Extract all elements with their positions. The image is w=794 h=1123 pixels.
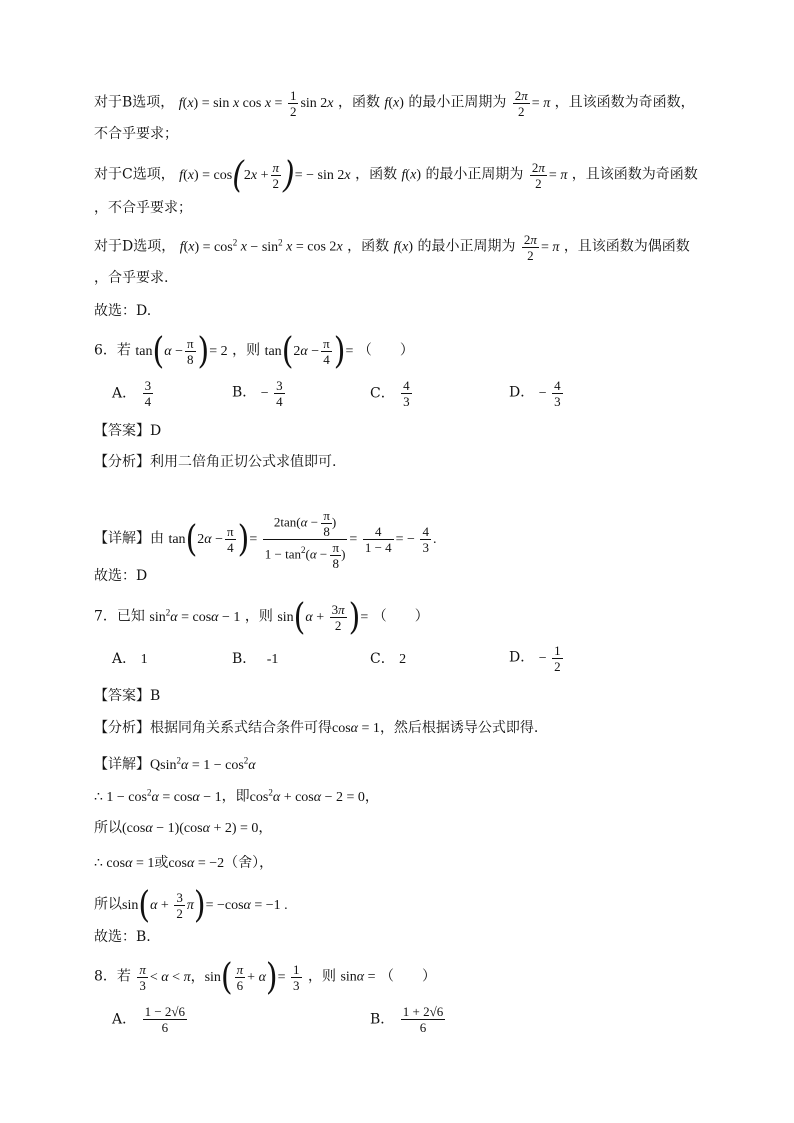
- selection-line: 故选：D.: [94, 303, 152, 319]
- q6-selection: 故选：D: [94, 568, 148, 584]
- question-number: 7．已知: [94, 608, 145, 625]
- q7-step-5: [94, 883, 288, 926]
- analysis-text: ，然后根据诱导公式即得.: [379, 720, 539, 736]
- option-label: A．: [112, 1011, 137, 1028]
- text: 对于C选项，: [94, 166, 175, 183]
- text: 对于B选项，: [94, 94, 175, 111]
- option-value: $\frac{3}{4}$: [144, 378, 152, 409]
- text: 的最小正周期为: [408, 94, 507, 111]
- text: ，则: [308, 968, 336, 985]
- formula: $\frac{2\pi}{2}$ = π: [514, 88, 551, 119]
- q7-step-2: [94, 782, 379, 808]
- option-label: D．: [509, 649, 535, 666]
- text: ，函数: [347, 238, 390, 255]
- q6-option-a: [112, 378, 155, 409]
- text: ，即: [221, 788, 250, 805]
- option-value: $\frac{1 + 2√6}{6}$: [402, 1004, 444, 1035]
- option-value: $\frac{1 - 2√6}{6}$: [144, 1004, 186, 1035]
- question-7: [94, 595, 429, 638]
- option-value: − $\frac{3}{4}$: [260, 378, 283, 409]
- option-label: D．: [509, 384, 535, 401]
- formula: (cosα − 1)(cosα + 2) = 0，: [122, 821, 273, 836]
- formula: $\sin^2\alpha = \cos\alpha - 1$: [149, 607, 241, 625]
- text: 所以: [94, 896, 122, 913]
- analysis-line-b-end: 不合乎要求；: [94, 126, 178, 142]
- formula: tan(2α − $\frac{\pi}{4}$ )= 2tan(α − $\frac{\pi}{8}$ ) $1 - \tan^2(\alpha$ − $\frac{\pi}{8}$ ) = $\frac{4}{1 - 4}$ = − $\frac{4}{3}$ .: [168, 508, 437, 571]
- option-label: A．: [112, 385, 137, 402]
- q8-option-b: [370, 1004, 447, 1035]
- q8-option-a: [112, 1004, 189, 1035]
- text: 所以: [94, 820, 122, 836]
- formula: f(x): [384, 95, 404, 111]
- q7-answer: [94, 686, 160, 706]
- option-label: B．: [232, 651, 257, 667]
- because-symbol: Q: [150, 757, 161, 773]
- question-number: 6．若: [94, 342, 131, 359]
- formula: tan(2α − $\frac{\pi}{4}$ )=: [264, 329, 354, 372]
- analysis-line-c-end: ，不合乎要求；: [94, 200, 192, 216]
- text: ，则: [232, 342, 261, 359]
- analysis-text: 根据同角关系式结合条件可得: [150, 720, 332, 736]
- q7-option-c: [370, 648, 406, 668]
- option-label: C．: [370, 385, 395, 402]
- formula: tan(α − $\frac{\pi}{8}$ )= 2: [135, 329, 228, 372]
- formula: $\frac{2\pi}{2}$ = π: [523, 232, 560, 263]
- blank: （ ）: [380, 968, 437, 985]
- text: 或: [154, 855, 169, 871]
- answer-tag: 【答案】: [94, 688, 150, 704]
- text: 的最小正周期为: [417, 238, 516, 255]
- analysis-text: 利用二倍角正切公式求值即可.: [150, 454, 337, 470]
- formula: $\frac{2\pi}{2}$ = π: [531, 160, 568, 191]
- q6-option-b: [232, 378, 287, 409]
- q7-option-d: [509, 643, 565, 674]
- detail-tag: 【详解】: [94, 756, 150, 773]
- formula: $\frac{\pi}{3}$ < α < π，sin( $\frac{\pi}{6}$ + α)= $\frac{1}{3}$: [139, 955, 300, 998]
- analysis-tag: 【分析】: [94, 454, 150, 470]
- q7-analysis: [94, 718, 538, 739]
- text: 对于D选项，: [94, 238, 176, 255]
- text: 的最小正周期为: [425, 166, 524, 183]
- option-label: C．: [370, 651, 395, 667]
- formula: f(x): [393, 239, 414, 255]
- q7-step-4: [94, 853, 273, 874]
- blank: （ ）: [372, 608, 429, 625]
- option-value: $\frac{4}{3}$: [403, 378, 410, 409]
- option-value: -1: [266, 652, 279, 667]
- text: （舍），: [224, 855, 274, 871]
- question-6: [94, 329, 414, 372]
- answer-tag: 【答案】: [94, 423, 150, 439]
- formula: f(x) = cos(2x + $\frac{\pi}{2}$ )= − sin 2x: [179, 153, 351, 196]
- text: ，函数: [337, 94, 380, 111]
- formula: f(x) = sin x cos x = $\frac{1}{2}$ sin 2x: [178, 88, 334, 119]
- analysis-line-b: [94, 88, 695, 119]
- option-label: B．: [232, 384, 257, 401]
- q7-option-a: [112, 648, 148, 668]
- formula: sin(α + $\frac{3\pi}{2}$ )=: [277, 595, 369, 638]
- text: ，且该函数为偶函数: [563, 238, 690, 255]
- q7-step-3: [94, 818, 272, 839]
- formula: ∴ cosα = 1: [94, 856, 155, 871]
- blank: （ ）: [357, 342, 414, 359]
- q7-option-b: [232, 648, 278, 668]
- option-value: 2: [399, 652, 407, 667]
- formula: ∴ $1 - \cos^2\alpha = \cos\alpha - 1$: [94, 787, 222, 805]
- option-value: − $\frac{4}{3}$: [538, 378, 561, 409]
- q7-detail: [94, 750, 256, 776]
- analysis-tag: 【分析】: [94, 720, 150, 736]
- text: ，且该函数为奇函数: [571, 166, 698, 183]
- formula: $f(x) = \cos^2 x - \sin^2 x = \cos 2x$: [179, 237, 343, 255]
- text: ，函数: [355, 166, 398, 183]
- option-value: − $\frac{1}{2}$: [538, 643, 561, 674]
- analysis-line-d: [94, 232, 690, 263]
- q6-detail: [94, 508, 436, 571]
- formula: $\sin^2\alpha = 1 - \cos^2\alpha$: [160, 755, 256, 773]
- detail-prefix: 由: [150, 530, 164, 547]
- option-label: A．: [112, 651, 137, 667]
- analysis-line-c: [94, 153, 698, 196]
- option-value: 1: [140, 652, 148, 667]
- detail-tag: 【详解】: [94, 530, 150, 547]
- formula: cosα = −2: [168, 856, 225, 871]
- question-8: [94, 955, 437, 998]
- question-number: 8．若: [94, 968, 131, 985]
- q6-option-d: [509, 378, 565, 409]
- q6-analysis: [94, 452, 336, 472]
- answer-value: B: [150, 688, 161, 704]
- q6-answer: [94, 421, 161, 441]
- text: ，则: [244, 608, 273, 625]
- q6-option-c: [370, 378, 414, 409]
- analysis-line-d-end: ，合乎要求.: [94, 270, 169, 286]
- text: ，且该函数为奇函数，: [554, 94, 695, 111]
- q7-selection: 故选：B.: [94, 929, 151, 945]
- option-label: B．: [370, 1011, 395, 1028]
- answer-value: D: [150, 423, 162, 439]
- formula: f(x): [401, 167, 421, 183]
- formula: sinα =: [340, 969, 376, 985]
- formula: sin(α + $\frac{3}{2}$ π)= −cosα = −1 .: [122, 883, 288, 926]
- formula: cosα = 1: [332, 721, 380, 736]
- formula: $\cos^2\alpha + \cos\alpha - 2 = 0$，: [249, 787, 379, 805]
